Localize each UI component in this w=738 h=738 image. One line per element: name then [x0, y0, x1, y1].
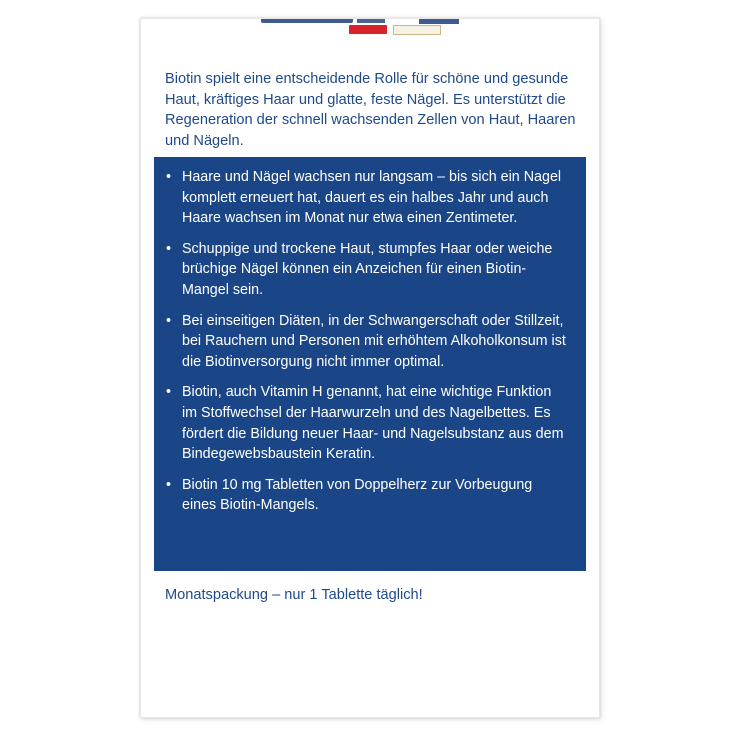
bullet-item: [165, 167, 568, 229]
bullet-icon: •: [166, 476, 172, 493]
package-top-logo-strip: [141, 19, 599, 41]
bullet-item: [165, 382, 568, 464]
bullet-text: Schuppige und trockene Haut, stumpfes Haar oder weiche brüchige Nägel können ein Anzeichen für einen Biotin-Mangel sein.: [182, 240, 553, 298]
bullet-text: Haare und Nägel wachsen nur langsam – bis sich ein Nagel komplett erneuert hat, dauert es ein halbes Jahr und auch Haare wachsen im Monat nur etwa einen Zentimeter.: [182, 169, 562, 227]
intro-paragraph: Biotin spielt eine entscheidende Rolle für schöne und gesunde Haut, kräftiges Haar und glatte, feste Nägel. Es unterstützt die Regeneration der schnell wachsenden Zellen von Haut, Haaren und Nägeln.: [165, 71, 576, 149]
info-panel: [154, 157, 586, 571]
bullet-list: [165, 167, 568, 516]
brand-logo-fragment: [357, 19, 385, 23]
brand-red-badge: [349, 25, 387, 34]
package-back: [140, 18, 600, 718]
bullet-icon: •: [166, 240, 172, 257]
bullet-icon: •: [166, 384, 172, 401]
bullet-item: [165, 311, 568, 373]
brand-logo-fragment: [261, 19, 353, 23]
bullet-icon: •: [166, 312, 172, 329]
bullet-text: Biotin 10 mg Tabletten von Doppelherz zur Vorbeugung eines Biotin-Mangels.: [182, 476, 533, 514]
bullet-text: Bei einseitigen Diäten, in der Schwangerschaft oder Stillzeit, bei Rauchern und Personen mit erhöhtem Alkoholkonsum ist die Biotinversorgung nicht immer optimal.: [182, 312, 566, 370]
brand-seal-fragment: [393, 25, 441, 35]
bullet-text: Biotin, auch Vitamin H genannt, hat eine wichtige Funktion im Stoffwechsel der Haarwurzeln und des Nagelbettes. Es fördert die Bildung neuer Haar- und Nagelsubstanz aus dem Bindegewebsbaustein Keratin.: [182, 384, 564, 463]
brand-logo-fragment: [419, 19, 459, 24]
dosage-note: Monatspackung – nur 1 Tablette täglich!: [165, 587, 423, 603]
bullet-icon: •: [166, 169, 172, 185]
bullet-item: [165, 239, 568, 301]
bullet-item: [165, 475, 568, 516]
